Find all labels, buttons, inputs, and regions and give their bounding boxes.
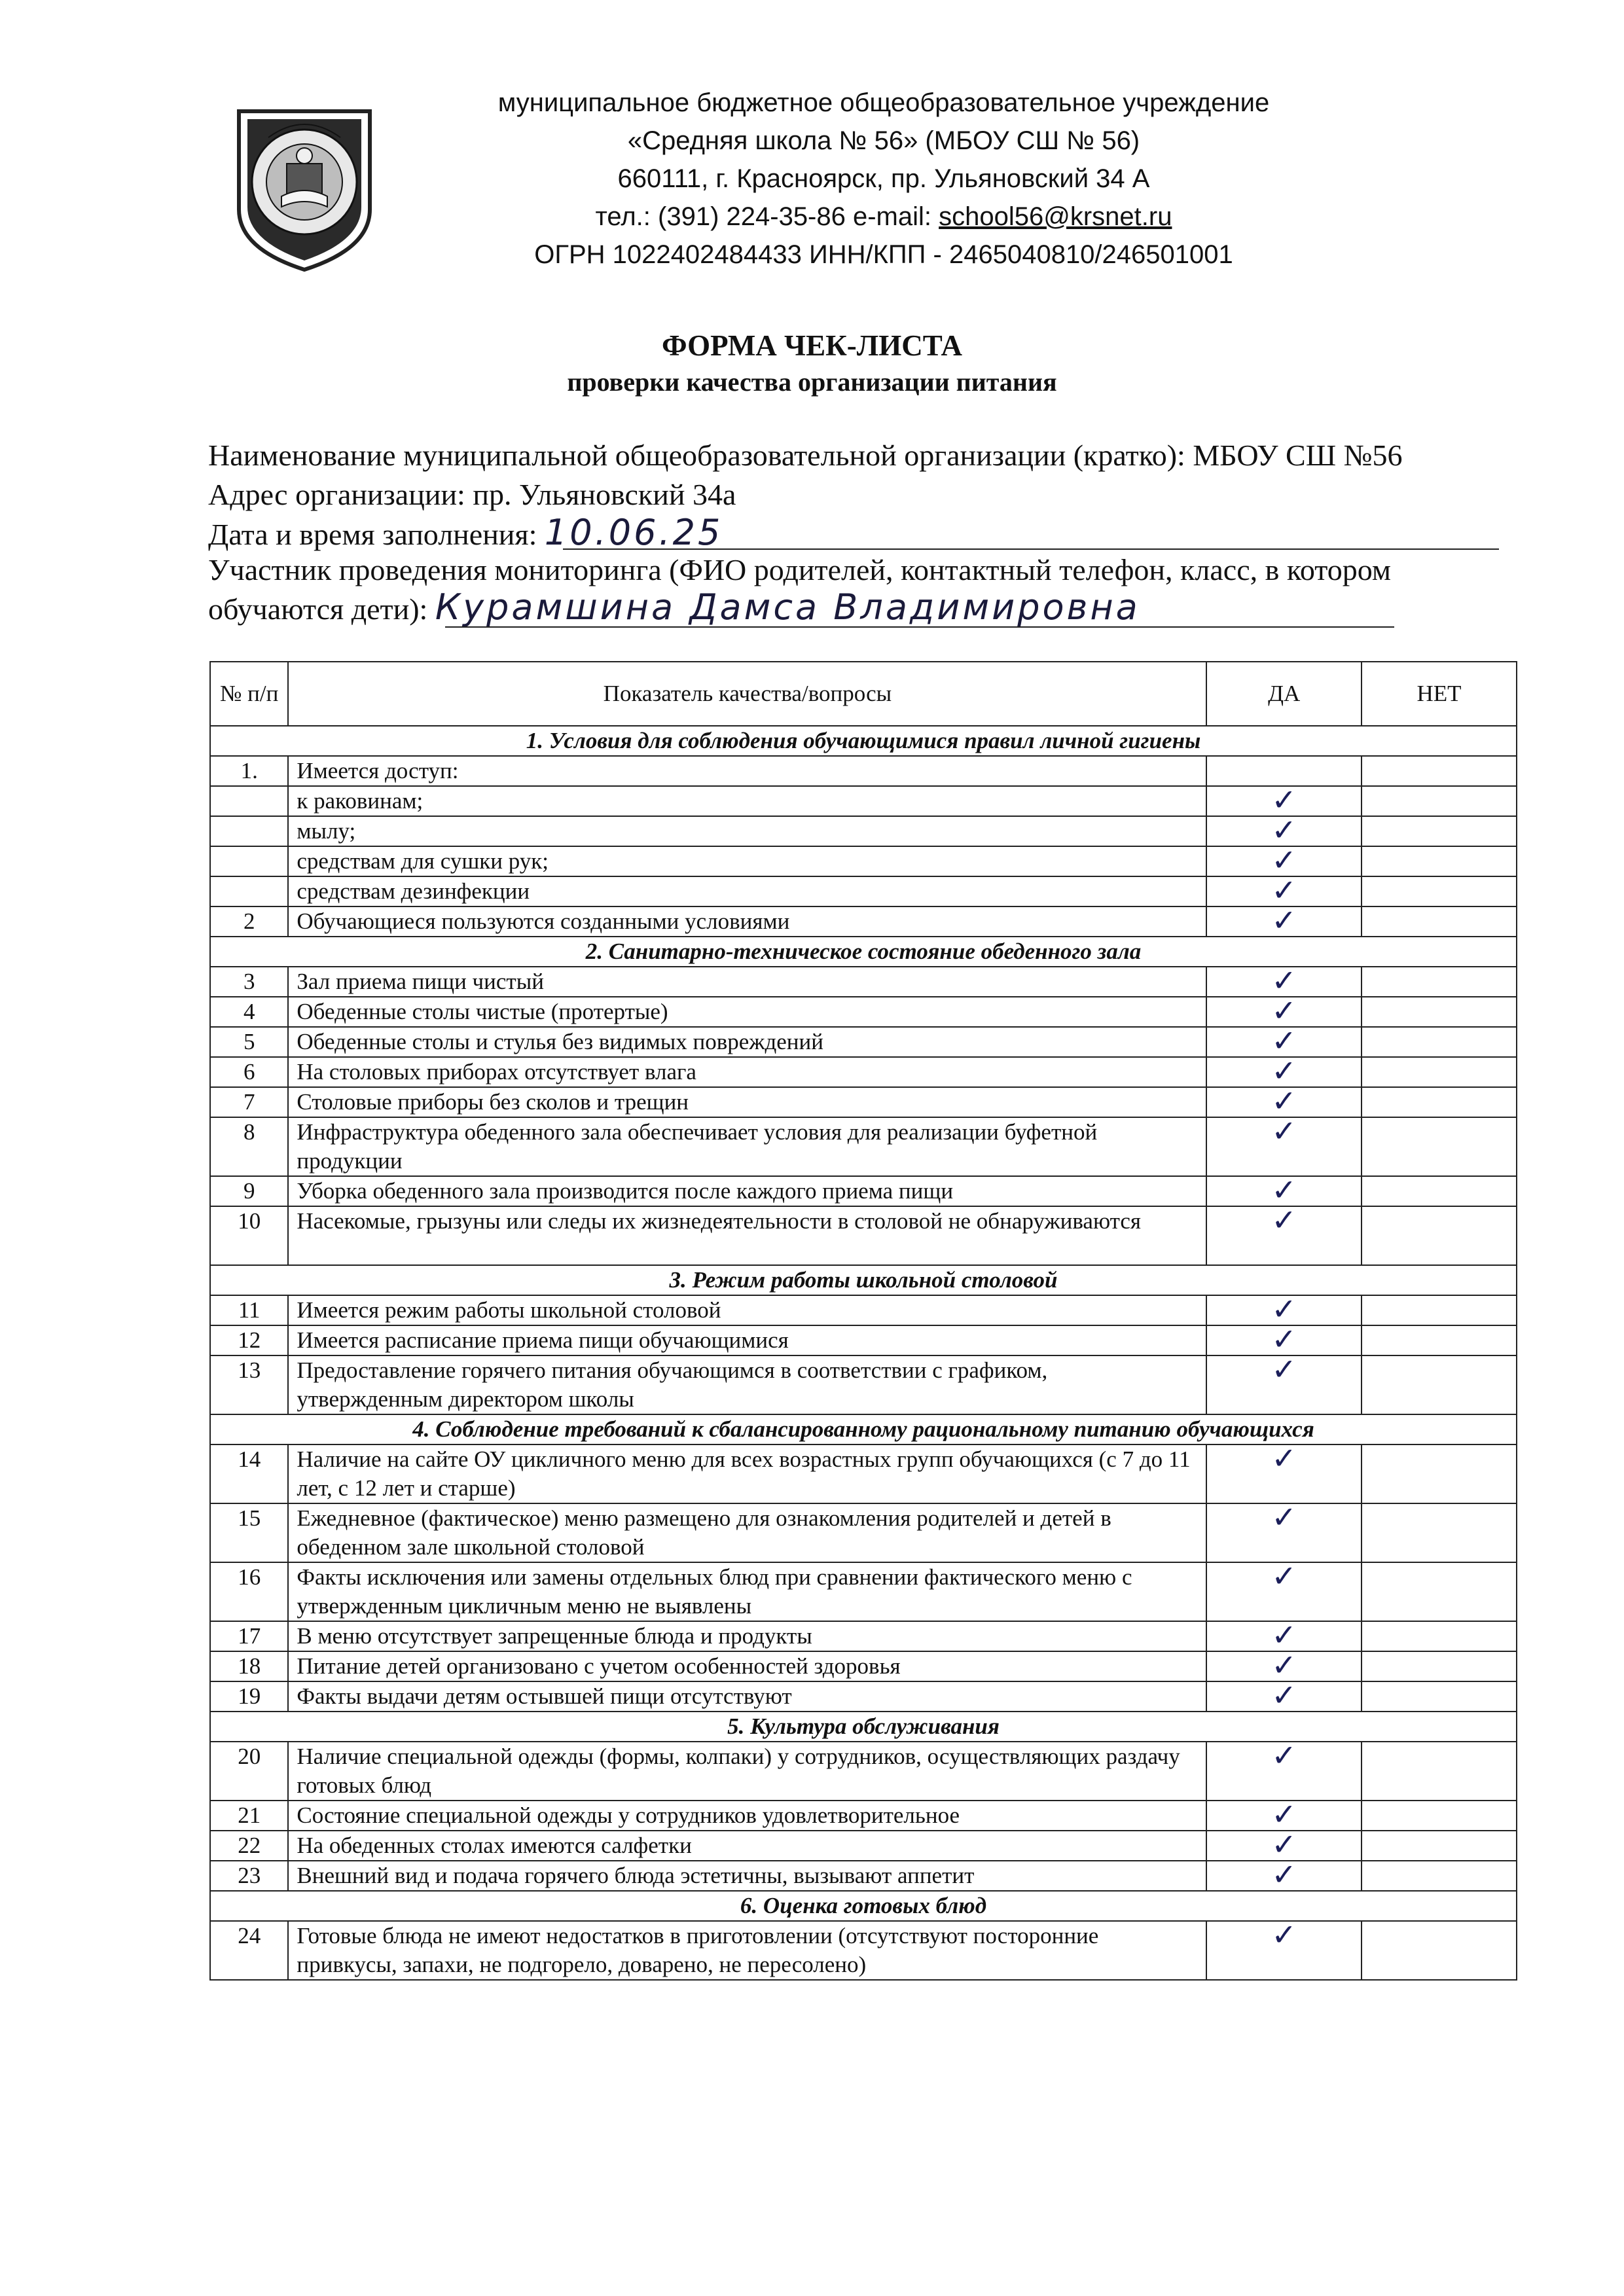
row-yes-check: ✓: [1206, 1861, 1362, 1891]
row-no-cell: [1362, 1087, 1517, 1117]
row-yes-check: ✓: [1206, 1801, 1362, 1831]
section-row: [210, 726, 1517, 756]
section-title: 3. Режим работы школьной столовой: [210, 1265, 1517, 1295]
row-no-cell: [1362, 816, 1517, 846]
row-no-cell: [1362, 1801, 1517, 1831]
row-number: 11: [210, 1295, 288, 1325]
checklist-body: [210, 726, 1517, 1980]
row-number: 17: [210, 1621, 288, 1651]
row-indicator: Готовые блюда не имеют недостатков в приготовлении (отсутствуют посторонние привкусы, запахи, не подгорело, доварено, не пересолено): [288, 1921, 1206, 1980]
table-row: [210, 1831, 1517, 1861]
letterhead-line-5: ОГРН 1022402484433 ИНН/КПП - 2465040810/246501001: [534, 240, 1233, 269]
row-no-cell: [1362, 1861, 1517, 1891]
row-no-cell: [1362, 1444, 1517, 1503]
row-number: [210, 786, 288, 816]
row-no-cell: [1362, 1921, 1517, 1980]
row-yes-check: ✓: [1206, 786, 1362, 816]
checklist-table: [209, 661, 1517, 1981]
table-row: [210, 1087, 1517, 1117]
table-row: [210, 756, 1517, 786]
table-row: [210, 1861, 1517, 1891]
row-indicator: мылу;: [288, 816, 1206, 846]
org-address-line: Адрес организации: пр. Ульяновский 34а: [208, 478, 736, 511]
row-indicator: Факты исключения или замены отдельных блюд при сравнении фактического меню с утвержденным цикличным меню не выявлены: [288, 1562, 1206, 1621]
row-number: 3: [210, 967, 288, 997]
row-no-cell: [1362, 1503, 1517, 1562]
children-line: [208, 586, 1517, 628]
row-number: 2: [210, 906, 288, 937]
row-number: 18: [210, 1651, 288, 1681]
date-label: Дата и время заполнения:: [208, 518, 537, 551]
row-number: [210, 846, 288, 876]
row-yes-check: ✓: [1206, 1295, 1362, 1325]
table-row: [210, 876, 1517, 906]
row-yes-check: ✓: [1206, 1027, 1362, 1057]
section-row: [210, 1712, 1517, 1742]
row-no-cell: [1362, 846, 1517, 876]
col-num-header: № п/п: [210, 662, 288, 726]
table-row: [210, 1921, 1517, 1980]
row-indicator: Зал приема пищи чистый: [288, 967, 1206, 997]
row-yes-check: ✓: [1206, 1444, 1362, 1503]
row-no-cell: [1362, 1206, 1517, 1265]
row-no-cell: [1362, 876, 1517, 906]
row-number: 21: [210, 1801, 288, 1831]
date-line: [208, 514, 1517, 553]
date-underline: [563, 548, 1499, 550]
table-row: [210, 816, 1517, 846]
participant-underline: [445, 626, 1394, 628]
row-number: 23: [210, 1861, 288, 1891]
table-row: [210, 1295, 1517, 1325]
row-no-cell: [1362, 1621, 1517, 1651]
row-no-cell: [1362, 1295, 1517, 1325]
row-no-cell: [1362, 756, 1517, 786]
section-title: 2. Санитарно-техническое состояние обеденного зала: [210, 937, 1517, 967]
row-yes-check: ✓: [1206, 1355, 1362, 1414]
row-yes-check: ✓: [1206, 1921, 1362, 1980]
table-row: [210, 846, 1517, 876]
row-number: 5: [210, 1027, 288, 1057]
row-yes-check: ✓: [1206, 816, 1362, 846]
row-indicator: Питание детей организовано с учетом особенностей здоровья: [288, 1651, 1206, 1681]
section-row: [210, 1891, 1517, 1921]
col-yes-header: ДА: [1206, 662, 1362, 726]
table-row: [210, 1444, 1517, 1503]
row-indicator: На столовых приборах отсутствует влага: [288, 1057, 1206, 1087]
row-no-cell: [1362, 997, 1517, 1027]
row-no-cell: [1362, 1325, 1517, 1355]
row-yes-check: ✓: [1206, 846, 1362, 876]
row-yes-check: ✓: [1206, 1325, 1362, 1355]
row-yes-check: ✓: [1206, 906, 1362, 937]
row-yes-check: ✓: [1206, 1742, 1362, 1801]
row-no-cell: [1362, 1651, 1517, 1681]
row-number: 8: [210, 1117, 288, 1176]
table-row: [210, 1651, 1517, 1681]
row-indicator: На обеденных столах имеются салфетки: [288, 1831, 1206, 1861]
row-number: 22: [210, 1831, 288, 1861]
table-row: [210, 1117, 1517, 1176]
row-indicator: Факты выдачи детям остывшей пищи отсутствуют: [288, 1681, 1206, 1712]
form-subtitle: проверки качества организации питания: [567, 367, 1057, 397]
section-title: 5. Культура обслуживания: [210, 1712, 1517, 1742]
row-number: [210, 816, 288, 846]
table-row: [210, 997, 1517, 1027]
letterhead-line-3: 660111, г. Красноярск, пр. Ульяновский 34 А: [617, 164, 1150, 193]
col-indicator-header: Показатель качества/вопросы: [288, 662, 1206, 726]
row-indicator: к раковинам;: [288, 786, 1206, 816]
table-row: [210, 1681, 1517, 1712]
row-indicator: Обучающиеся пользуются созданными условиями: [288, 906, 1206, 937]
table-row: [210, 1562, 1517, 1621]
table-row: [210, 1742, 1517, 1801]
row-yes-check: ✓: [1206, 1176, 1362, 1206]
row-number: 10: [210, 1206, 288, 1265]
row-yes-check: ✓: [1206, 1621, 1362, 1651]
children-label: обучаются дети):: [208, 592, 428, 626]
row-no-cell: [1362, 1027, 1517, 1057]
row-indicator: Уборка обеденного зала производится после каждого приема пищи: [288, 1176, 1206, 1206]
section-title: 6. Оценка готовых блюд: [210, 1891, 1517, 1921]
row-indicator: Состояние специальной одежды у сотрудников удовлетворительное: [288, 1801, 1206, 1831]
row-no-cell: [1362, 1562, 1517, 1621]
row-indicator: Имеется доступ:: [288, 756, 1206, 786]
row-yes-check: ✓: [1206, 1831, 1362, 1861]
row-yes-check: ✓: [1206, 967, 1362, 997]
row-no-cell: [1362, 1742, 1517, 1801]
row-no-cell: [1362, 1057, 1517, 1087]
row-yes-check: ✓: [1206, 1117, 1362, 1176]
row-number: 24: [210, 1921, 288, 1980]
org-name-line: Наименование муниципальной общеобразовательной организации (кратко): МБОУ СШ №56: [208, 439, 1403, 472]
row-indicator: средствам дезинфекции: [288, 876, 1206, 906]
row-number: 19: [210, 1681, 288, 1712]
row-no-cell: [1362, 1176, 1517, 1206]
row-indicator: Столовые приборы без сколов и трещин: [288, 1087, 1206, 1117]
row-indicator: Имеется расписание приема пищи обучающимися: [288, 1325, 1206, 1355]
col-no-header: НЕТ: [1362, 662, 1517, 726]
phone-email-label: тел.: (391) 224-35-86 e-mail:: [595, 202, 939, 231]
letterhead-line-2: «Средняя школа № 56» (МБОУ СШ № 56): [627, 126, 1140, 155]
participant-line: Участник проведения мониторинга (ФИО родителей, контактный телефон, класс, в котором: [208, 553, 1391, 586]
table-row: [210, 906, 1517, 937]
row-number: 7: [210, 1087, 288, 1117]
table-row: [210, 1206, 1517, 1265]
row-no-cell: [1362, 906, 1517, 937]
row-yes-check: ✓: [1206, 1057, 1362, 1087]
table-row: [210, 1621, 1517, 1651]
email-link[interactable]: school56@krsnet.ru: [939, 202, 1172, 231]
row-yes-check: ✓: [1206, 1681, 1362, 1712]
section-row: [210, 1265, 1517, 1295]
row-yes-check: ✓: [1206, 997, 1362, 1027]
row-no-cell: [1362, 1681, 1517, 1712]
row-indicator: Имеется режим работы школьной столовой: [288, 1295, 1206, 1325]
row-indicator: Наличие специальной одежды (формы, колпаки) у сотрудников, осуществляющих раздачу готовых блюд: [288, 1742, 1206, 1801]
row-yes-check: ✓: [1206, 1206, 1362, 1265]
row-yes-check: ✓: [1206, 1503, 1362, 1562]
row-yes-check: ✓: [1206, 1651, 1362, 1681]
row-number: [210, 876, 288, 906]
row-number: 15: [210, 1503, 288, 1562]
row-no-cell: [1362, 786, 1517, 816]
table-row: [210, 967, 1517, 997]
row-no-cell: [1362, 1831, 1517, 1861]
row-indicator: Обеденные столы и стулья без видимых повреждений: [288, 1027, 1206, 1057]
row-no-cell: [1362, 1117, 1517, 1176]
row-indicator: средствам для сушки рук;: [288, 846, 1206, 876]
table-row: [210, 1027, 1517, 1057]
table-row: [210, 1355, 1517, 1414]
row-no-cell: [1362, 967, 1517, 997]
row-indicator: Инфраструктура обеденного зала обеспечивает условия для реализации буфетной продукции: [288, 1117, 1206, 1176]
row-indicator: В меню отсутствует запрещенные блюда и продукты: [288, 1621, 1206, 1651]
table-row: [210, 786, 1517, 816]
row-number: 9: [210, 1176, 288, 1206]
row-indicator: Внешний вид и подача горячего блюда эстетичны, вызывают аппетит: [288, 1861, 1206, 1891]
row-number: 14: [210, 1444, 288, 1503]
school-emblem: [229, 98, 380, 275]
row-yes-check: ✓: [1206, 1087, 1362, 1117]
table-row: [210, 1801, 1517, 1831]
row-indicator: Обеденные столы чистые (протертые): [288, 997, 1206, 1027]
letterhead-line-4: [419, 198, 1348, 236]
row-number: 20: [210, 1742, 288, 1801]
letterhead-line-1: муниципальное бюджетное общеобразовательное учреждение: [497, 88, 1270, 117]
row-number: 4: [210, 997, 288, 1027]
row-indicator: Ежедневное (фактическое) меню размещено для ознакомления родителей и детей в обеденном зале школьной столовой: [288, 1503, 1206, 1562]
school-letterhead: [419, 84, 1348, 274]
section-title: 4. Соблюдение требований к сбалансированному рациональному питанию обучающихся: [210, 1414, 1517, 1444]
row-number: 12: [210, 1325, 288, 1355]
participant-handwritten-name: Курамшина Дамса Владимировна: [435, 586, 1140, 628]
table-row: [210, 1057, 1517, 1087]
row-yes-check: ✓: [1206, 1562, 1362, 1621]
form-title: ФОРМА ЧЕК-ЛИСТА: [661, 329, 962, 362]
table-header-row: [210, 662, 1517, 726]
row-indicator: Предоставление горячего питания обучающимся в соответствии с графиком, утвержденным директором школы: [288, 1355, 1206, 1414]
table-row: [210, 1503, 1517, 1562]
row-yes-check: ✓: [1206, 876, 1362, 906]
section-row: [210, 1414, 1517, 1444]
section-title: 1. Условия для соблюдения обучающимися правил личной гигиены: [210, 726, 1517, 756]
table-row: [210, 1176, 1517, 1206]
section-row: [210, 937, 1517, 967]
row-no-cell: [1362, 1355, 1517, 1414]
row-number: 13: [210, 1355, 288, 1414]
row-number: 16: [210, 1562, 288, 1621]
row-number: 6: [210, 1057, 288, 1087]
row-indicator: Наличие на сайте ОУ цикличного меню для всех возрастных групп обучающихся (с 7 до 11 лет, с 12 лет и старше): [288, 1444, 1206, 1503]
row-number: 1.: [210, 756, 288, 786]
table-row: [210, 1325, 1517, 1355]
date-handwritten: 10.06.25: [544, 512, 723, 553]
row-indicator: Насекомые, грызуны или следы их жизнедеятельности в столовой не обнаруживаются: [288, 1206, 1206, 1265]
